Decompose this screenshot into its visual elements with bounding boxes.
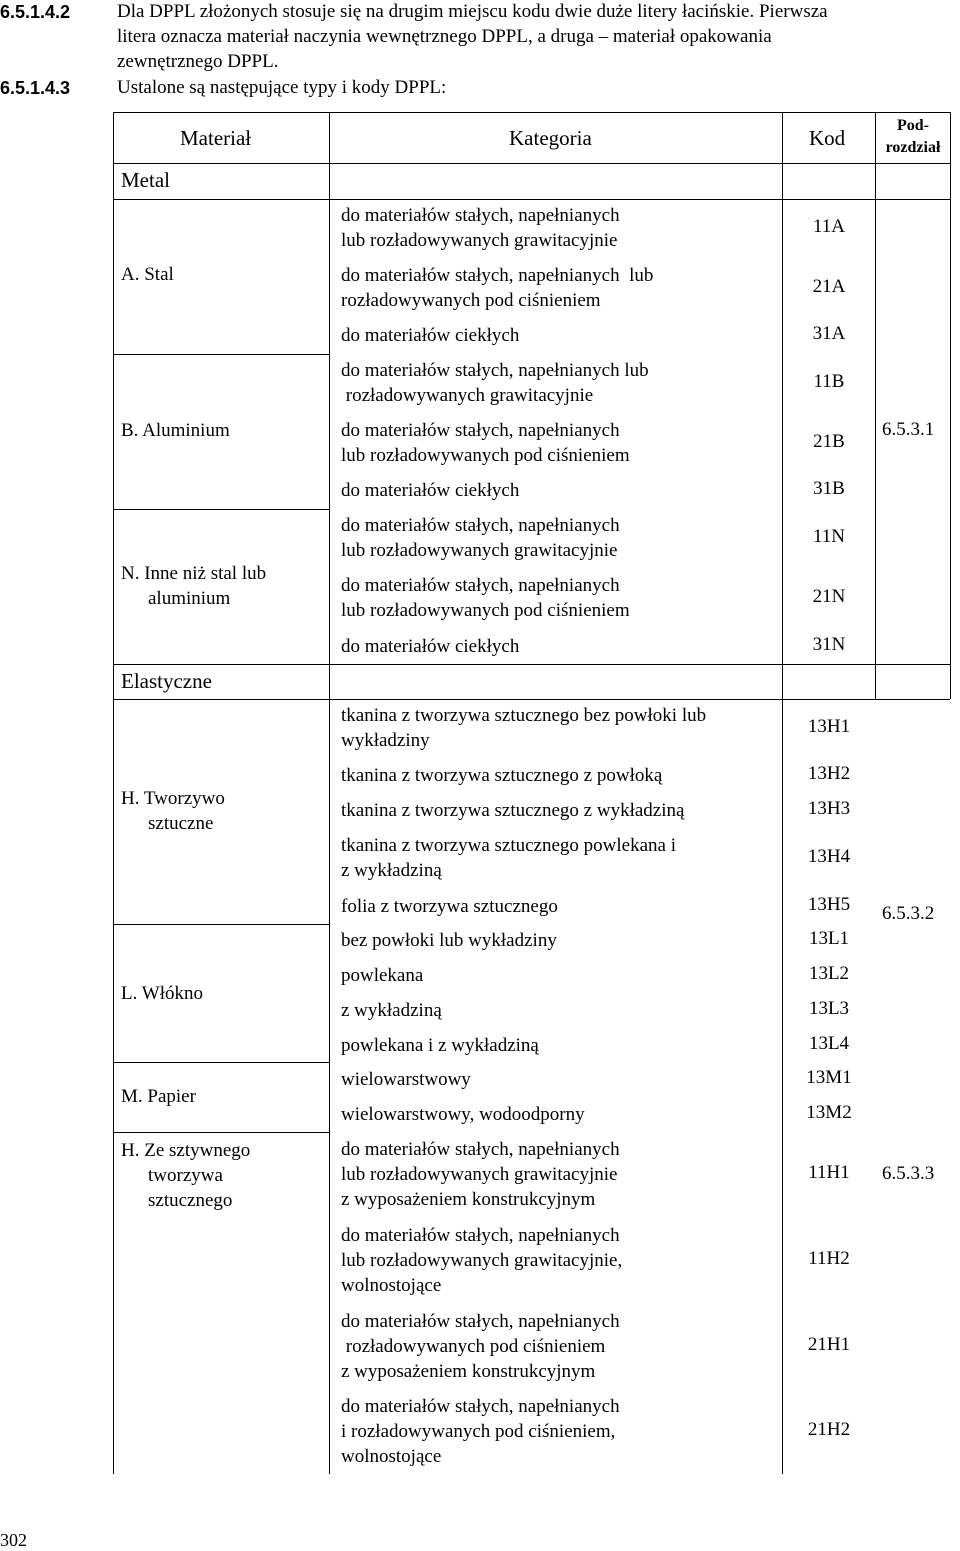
category-line: do materiałów stałych, napełnianych xyxy=(341,1225,620,1246)
table-border xyxy=(950,112,951,699)
category-line: do materiałów stałych, napełnianych xyxy=(341,1396,620,1417)
code-cell: 13H2 xyxy=(807,763,851,784)
category-line: do materiałów ciekłych xyxy=(341,636,520,657)
code-cell: 21A xyxy=(812,276,846,297)
category-line: tkanina z tworzywa sztucznego z powłoką xyxy=(341,765,663,786)
category-cell xyxy=(341,703,706,753)
category-line: bez powłoki lub wykładziny xyxy=(341,930,557,951)
category-cell xyxy=(341,513,620,563)
category-line: lub rozładowywanych grawitacyjnie, xyxy=(341,1250,623,1271)
category-cell xyxy=(341,928,557,953)
category-line: wielowarstwowy xyxy=(341,1069,471,1090)
table-border xyxy=(113,199,950,200)
category-cell xyxy=(341,263,653,313)
material-other-line: N. Inne niż stal lub xyxy=(121,563,267,584)
code-cell: 31B xyxy=(813,478,845,499)
table-border xyxy=(113,1062,329,1063)
category-cell xyxy=(341,358,649,408)
subsection-ref: 6.5.3.1 xyxy=(882,419,935,440)
category-line: wolnostojące xyxy=(341,1275,442,1296)
code-cell: 21H1 xyxy=(807,1334,851,1355)
category-line: tkanina z tworzywa sztucznego powlekana i xyxy=(341,835,677,856)
category-line: do materiałów stałych, napełnianych xyxy=(341,420,620,441)
category-line: do materiałów ciekłych xyxy=(341,325,520,346)
subsection-ref: 6.5.3.2 xyxy=(882,903,935,924)
category-line: wielowarstwowy, wodoodporny xyxy=(341,1104,585,1125)
paragraph-number: 6.5.1.4.3 xyxy=(0,78,71,98)
paragraph-text: Dla DPPL złożonych stosuje się na drugim miejscu kodu dwie duże litery łacińskie. Pierwsza xyxy=(117,1,828,22)
category-line: lub rozładowywanych pod ciśnieniem xyxy=(341,445,630,466)
category-line: do materiałów stałych, napełnianych xyxy=(341,1139,620,1160)
code-cell: 11B xyxy=(813,371,845,392)
category-line: do materiałów stałych, napełnianych xyxy=(341,515,620,536)
code-cell: 13L1 xyxy=(808,928,850,949)
category-line: wolnostojące xyxy=(341,1446,442,1467)
table-border xyxy=(113,112,114,1474)
code-cell: 31A xyxy=(812,323,846,344)
category-line: folia z tworzywa sztucznego xyxy=(341,896,558,917)
material-aluminium: B. Aluminium xyxy=(121,420,230,441)
category-cell xyxy=(341,203,620,253)
category-cell xyxy=(341,998,442,1023)
category-cell xyxy=(341,478,519,503)
header-category: Kategoria xyxy=(509,126,592,150)
category-cell xyxy=(341,1223,622,1298)
paragraph-text: Ustalone są następujące typy i kody DPPL: xyxy=(117,77,447,98)
category-cell xyxy=(341,573,630,623)
paragraph-text: litera oznacza materiał naczynia wewnętrznego DPPL, a druga – materiał opakowania xyxy=(117,26,772,47)
material-fibre: L. Włókno xyxy=(121,983,203,1004)
category-cell xyxy=(341,1067,471,1092)
category-line: do materiałów stałych, napełnianych xyxy=(341,1311,620,1332)
material-plastic xyxy=(121,786,225,836)
category-cell xyxy=(341,323,519,348)
category-line: lub rozładowywanych pod ciśnieniem xyxy=(341,600,630,621)
category-line: do materiałów stałych, napełnianych xyxy=(341,575,620,596)
table-border xyxy=(113,112,950,113)
material-plastic-line: H. Tworzywo xyxy=(121,788,225,809)
category-line: tkanina z tworzywa sztucznego z wykładziną xyxy=(341,800,685,821)
category-line: i rozładowywanych pod ciśnieniem, xyxy=(341,1421,616,1442)
category-line: rozładowywanych pod ciśnieniem xyxy=(341,290,601,311)
code-cell: 13L4 xyxy=(808,1033,850,1054)
code-cell: 21B xyxy=(813,431,845,452)
code-cell: 11H1 xyxy=(808,1162,850,1183)
category-line: tkanina z tworzywa sztucznego bez powłoki lub xyxy=(341,705,707,726)
code-cell: 21N xyxy=(812,586,846,607)
category-line: powlekana xyxy=(341,965,424,986)
category-cell xyxy=(341,1394,620,1469)
category-line: wykładziny xyxy=(341,730,430,751)
table-border xyxy=(113,354,329,355)
category-line: z wykładziną xyxy=(341,1000,442,1021)
category-cell xyxy=(341,1033,539,1058)
category-cell xyxy=(341,1102,585,1127)
code-cell: 21H2 xyxy=(807,1419,851,1440)
material-rigid-line: sztucznego xyxy=(148,1190,233,1211)
category-line: z wyposażeniem konstrukcyjnym xyxy=(341,1361,596,1382)
table-border xyxy=(113,664,950,665)
code-cell: 13L3 xyxy=(808,998,850,1019)
page-number: 302 xyxy=(0,1530,27,1550)
code-cell: 11H2 xyxy=(808,1248,850,1269)
table-border xyxy=(113,509,329,510)
category-line: rozładowywanych grawitacyjnie xyxy=(341,385,594,406)
category-cell xyxy=(341,1309,620,1384)
category-line: z wykładziną xyxy=(341,860,442,881)
material-rigid-line: H. Ze sztywnego xyxy=(121,1140,251,1161)
category-cell xyxy=(341,634,519,659)
code-cell: 13L2 xyxy=(808,963,850,984)
table-border xyxy=(113,699,950,700)
paragraph-number: 6.5.1.4.2 xyxy=(0,2,71,22)
header-code: Kod xyxy=(809,126,846,150)
code-cell: 13H4 xyxy=(807,846,851,867)
paragraph-text: zewnętrznego DPPL. xyxy=(117,51,279,72)
header-material: Materiał xyxy=(180,126,252,150)
material-other xyxy=(121,561,266,611)
category-cell xyxy=(341,894,558,919)
code-cell: 11A xyxy=(812,216,846,237)
table-border xyxy=(875,112,876,699)
table-border xyxy=(113,1132,329,1133)
category-cell xyxy=(341,1137,620,1212)
material-steel: A. Stal xyxy=(121,264,174,285)
category-line: do materiałów stałych, napełnianych lub xyxy=(341,265,654,286)
code-cell: 13M2 xyxy=(806,1102,852,1123)
material-paper: M. Papier xyxy=(121,1086,196,1107)
code-cell: 31N xyxy=(812,634,846,655)
code-cell: 11N xyxy=(812,526,846,547)
category-cell xyxy=(341,798,684,823)
group-elastic: Elastyczne xyxy=(121,669,212,693)
header-subsection: Pod-rozdział xyxy=(885,117,941,156)
category-line: lub rozładowywanych grawitacyjnie xyxy=(341,540,618,561)
category-line: do materiałów stałych, napełnianych xyxy=(341,205,620,226)
category-line: rozładowywanych pod ciśnieniem xyxy=(341,1336,606,1357)
table-border xyxy=(113,163,950,164)
code-cell: 13H1 xyxy=(807,716,851,737)
category-line: z wyposażeniem konstrukcyjnym xyxy=(341,1189,596,1210)
category-cell xyxy=(341,763,662,788)
material-rigid-plastic xyxy=(121,1138,250,1213)
material-other-line: aluminium xyxy=(148,588,231,609)
table-border xyxy=(782,112,783,1474)
code-cell: 13M1 xyxy=(806,1067,852,1088)
category-line: lub rozładowywanych grawitacyjnie xyxy=(341,230,618,251)
code-cell: 13H5 xyxy=(807,894,851,915)
table-border xyxy=(329,112,330,1474)
table-border xyxy=(113,924,329,925)
category-cell xyxy=(341,418,630,468)
group-metal: Metal xyxy=(121,168,170,192)
material-rigid-line: tworzywa xyxy=(148,1165,223,1186)
category-cell xyxy=(341,833,676,883)
category-cell xyxy=(341,963,423,988)
subsection-ref: 6.5.3.3 xyxy=(882,1163,935,1184)
category-line: do materiałów stałych, napełnianych lub xyxy=(341,360,649,381)
code-cell: 13H3 xyxy=(807,798,851,819)
category-line: lub rozładowywanych grawitacyjnie xyxy=(341,1164,618,1185)
category-line: do materiałów ciekłych xyxy=(341,480,520,501)
category-line: powlekana i z wykładziną xyxy=(341,1035,539,1056)
material-plastic-line: sztuczne xyxy=(148,813,214,834)
